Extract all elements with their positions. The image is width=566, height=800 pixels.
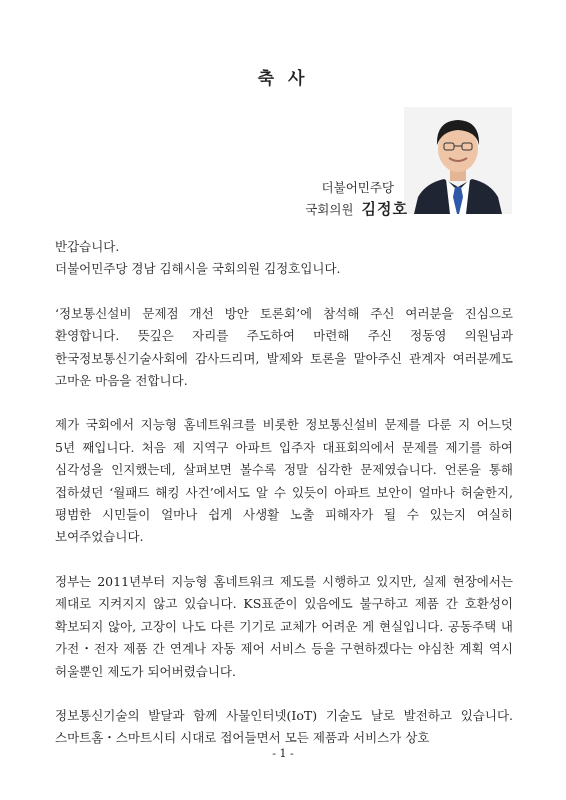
paragraph: ‘정보통신설비 문제점 개선 방안 토론회’에 참석해 주신 여러분을 진심으로 환영합니다. 뜻깊은 자리를 주도하여 마련해 주신 정동영 의원님과 한국정보통신기술사회에 감사드리며, 발제와 토론을 맡아주신 관계자 여러분께도 고마운 마음을 전합니다. [55, 305, 513, 389]
author-role: 국회의원 [305, 202, 354, 217]
document-title: 축 사 [257, 69, 309, 89]
author-signature [305, 198, 408, 219]
page-number: - 1 - [272, 747, 294, 760]
author-party: 더불어민주당 [321, 180, 394, 195]
author-portrait [404, 107, 512, 214]
greeting-line: 반갑습니다. 더불어민주당 경남 김해시을 국회의원 김정호입니다. [55, 239, 341, 277]
paragraph-greeting [55, 236, 513, 281]
author-name: 김정호 [361, 200, 408, 218]
paragraph: 제가 국회에서 지능형 홈네트워크를 비롯한 정보통신설비 문제를 다룬 지 어느덧 5년 째입니다. 처음 제 지역구 아파트 입주자 대표회의에서 문제를 제기를 하여 심각성을 인지했는데, 살펴보면 볼수록 정말 심각한 문제였습니다. 언론을 통해 접하셨던 ‘월패드 해킹 사건’에서도 알 수 있듯이 아파트 보안이 얼마나 허술한지, 평범한 시민들이 얼마나 쉽게 사생활 노출 피해자가 될 수 있는지 여실히 보여주었습니다. [55, 417, 513, 545]
paragraph: 정보통신기술의 발달과 함께 사물인터넷(IoT) 기술도 날로 발전하고 있습니다. 스마트홈・스마트시티 시대로 접어들면서 모든 제품과 서비스가 상호 [55, 707, 513, 746]
paragraph: 정부는 2011년부터 지능형 홈네트워크 제도를 시행하고 있지만, 실제 현장에서는 제대로 지켜지지 않고 있습니다. KS표준이 있음에도 불구하고 제품 간 호환성이 확보되지 않아, 고장이 나도 다른 기기로 교체가 어려운 게 현실입니다. 공동주택 내 가전・전자 제품 간 연계나 자동 제어 서비스 등을 구현하겠다는 야심찬 계획 역시 허울뿐인 제도가 되어버렸습니다. [55, 573, 513, 679]
body-text [55, 236, 513, 772]
